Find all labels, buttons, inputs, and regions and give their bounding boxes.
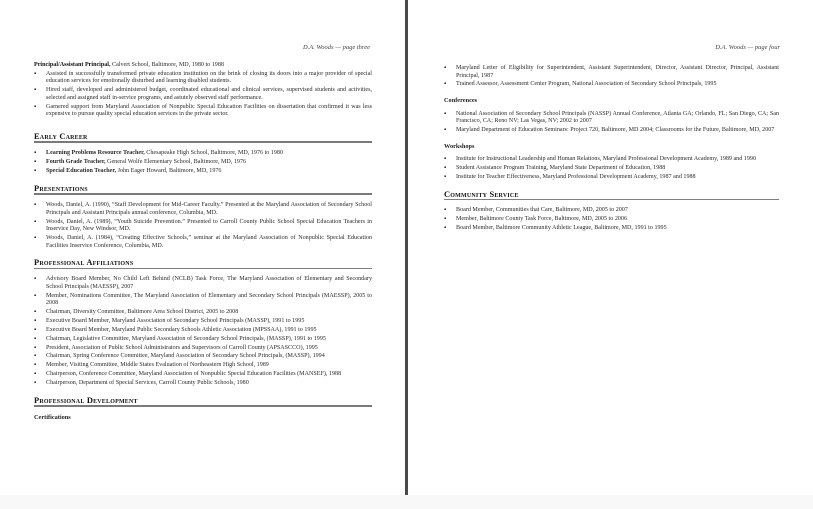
list-item: ▪ Member, Visiting Committee, Middle States Evaluation of Northeastern High School, 1989	[34, 362, 372, 370]
list-item	[34, 159, 372, 167]
list-item: ▪ Advisory Board Member, No Child Left Behind (NCLB) Task Force, The Maryland Association of Elementary and Secondary School Principals (MAESSP), 2007	[34, 276, 372, 291]
section-heading-early-career: Early Career	[34, 131, 88, 141]
job-title: Fourth Grade Teacher,	[46, 159, 106, 166]
list-item: ▪ Assisted in successfully transformed private education institution on the brink of closing its doors into a major provider of special education services for emotionally disturbed and learning disabled students.	[34, 71, 372, 86]
list-item: ▪ Member, Nominations Committee, The Maryland Association of Elementary and Secondary School Principals (MAESSP), 2005 to 2008	[34, 293, 372, 308]
principal-bullets	[34, 71, 372, 119]
list-item: ▪ Chairperson, Conference Committee, Maryland Association of Nonpublic Special Education Facilities (MANSEF), 1988	[34, 371, 372, 379]
list-item: ▪ Executive Board Member, Maryland Association of Secondary School Principals (MASSP), 1991 to 1995	[34, 318, 372, 326]
viewer-bottom-edge	[0, 495, 813, 509]
list-item: ▪ National Association of Secondary School Principals (NASSP) Annual Conference, Atlanta GA; Orlando, FL; San Diego, CA; San Francisco, CA; Reno NV; Las Vegas, NV; 2002 to 2007	[444, 111, 779, 126]
list-item: ▪ Chairman, Diversity Committee, Baltimore Area School District, 2005 to 2008	[34, 309, 372, 317]
job-detail: Calvert School, Baltimore, MD, 1980 to 1988	[110, 62, 224, 68]
list-item: ▪ Executive Board Member, Maryland Public Secondary Schools Athletic Association (MPSSAA), 1991 to 1995	[34, 327, 372, 335]
section-heading-development: Professional Development	[34, 395, 138, 405]
community-list	[444, 207, 779, 232]
list-item: ▪ Woods, Daniel, A. (1989), “Youth Suicide Prevention.” Presented to Carroll County Public School Special Education Teachers in Inservice Day, New Windsor, MD.	[34, 219, 372, 234]
early-career-list	[34, 150, 372, 175]
list-item: ▪ Board Member, Baltimore Community Athletic League, Baltimore, MD, 1991 to 1995	[444, 225, 779, 233]
job-title: Special Education Teacher,	[46, 168, 117, 175]
list-item: ▪ President, Association of Public School Administrators and Supervisors of Carroll County (APSASCCO), 1995	[34, 345, 372, 353]
list-item: ▪ Maryland Department of Education Seminars: Project 720, Baltimore, MD 2004; Classrooms for the Future, Baltimore, MD, 2007	[444, 127, 779, 135]
running-head: D.A. Woods — page three	[302, 44, 370, 51]
list-item: ▪ Board Member, Communities that Care, Baltimore, MD, 2005 to 2007	[444, 207, 779, 215]
resume-page-three	[0, 0, 405, 509]
list-item: ▪ Woods, Daniel, A. (1990), “Staff Development for Mid-Career Faculty.” Presented at the Maryland Association of Secondary School Principals and Assistant Principals annual conference, Columbia, MD.	[34, 202, 372, 217]
conferences-list	[444, 111, 779, 135]
section-heading-community: Community Service	[444, 189, 519, 199]
list-item	[34, 150, 372, 158]
section-rule	[34, 141, 372, 143]
affiliations-list	[34, 276, 372, 388]
section-heading-presentations: Presentations	[34, 183, 88, 193]
page-content	[34, 62, 372, 428]
job-entry-principal	[34, 62, 372, 70]
subheading-workshops: Workshops	[444, 142, 475, 150]
list-item: ▪ Trained Assessor, Assessment Center Program, National Association of Secondary School Principals, 1995	[444, 81, 779, 89]
presentations-list	[34, 202, 372, 250]
section-rule	[34, 268, 372, 269]
list-item: ▪ Hired staff, developed and administered budget, coordinated educational and clinical services, supervised students and activities, selected and assigned staff in-service programs, and astutely observed staff performance.	[34, 87, 372, 102]
job-detail: Chesapeake High School, Baltimore, MD, 1976 to 1980	[144, 150, 284, 157]
section-rule	[444, 199, 779, 200]
job-title: Principal/Assistant Principal,	[34, 62, 111, 68]
list-item: ▪ Institute for Teacher Effectiveness, Maryland Professional Development Academy, 1987 and 1988	[444, 174, 779, 182]
section-rule	[34, 193, 372, 195]
resume-page-four	[408, 0, 813, 509]
section-rule	[34, 405, 372, 407]
section-heading-affiliations: Professional Affiliations	[34, 258, 134, 268]
list-item: ▪ Student Assistance Program Training, Maryland State Department of Education, 1988	[444, 165, 779, 173]
subheading-conferences: Conferences	[444, 97, 478, 105]
list-item: ▪ Woods, Daniel, A. (1984), “Creating Effective Schools,” seminar at the Maryland Association of Nonpublic Special Education Facilities Inservice Conference, Columbia, MD.	[34, 235, 372, 250]
job-title: Learning Problems Resource Teacher,	[46, 150, 145, 157]
list-item: ▪ Garnered support from Maryland Association of Nonpublic Special Education Facilities on dissertation that confirmed it was less expensive to pursue quality special education services in the private sector.	[34, 104, 372, 119]
page-content	[444, 65, 779, 234]
list-item: ▪ Chairperson, Department of Special Services, Carroll County Public Schools, 1980	[34, 380, 372, 388]
list-item: ▪ Chairman, Spring Conference Committee, Maryland Association of Secondary School Principals, (MASSP), 1994	[34, 353, 372, 361]
job-detail: John Eager Howard, Baltimore, MD, 1976	[116, 168, 222, 175]
list-item	[34, 168, 372, 176]
certifications-list	[444, 65, 779, 89]
list-item: ▪ Institute for Instructional Leadership and Human Relations, Maryland Professional Development Academy, 1989 and 1990	[444, 156, 779, 164]
subheading-certifications: Certifications	[34, 414, 71, 422]
list-item: ▪ Chairman, Legislative Committee, Maryland Association of Secondary School Principals, (MASSP), 1991 to 1995	[34, 336, 372, 344]
workshops-list	[444, 156, 779, 181]
running-head: D.A. Woods — page four	[715, 44, 780, 51]
list-item: ▪ Member, Baltimore County Task Force, Baltimore, MD, 2005 to 2006	[444, 216, 779, 224]
list-item: ▪ Maryland Letter of Eligibility for Superintendent, Assistant Superintendent, Director, Assistant Director, Principal, Assistant Principal, 1987	[444, 65, 779, 80]
job-detail: General Wolfe Elementary School, Baltimore, MD, 1976	[105, 159, 247, 166]
